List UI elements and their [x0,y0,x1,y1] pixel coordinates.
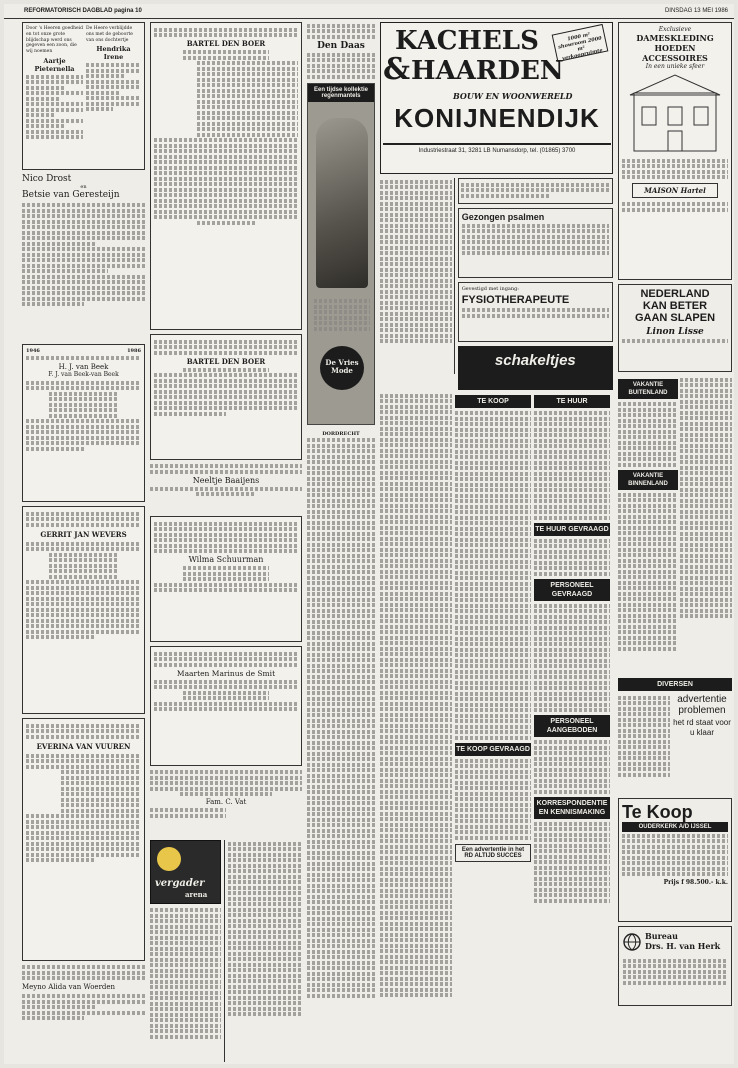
vakantie-right [680,376,732,676]
te-koop-title: Te Koop [622,802,693,822]
birth-notice-box [22,22,145,170]
de-vries-logo: De Vries Mode [320,346,364,390]
classifieds-right [534,392,610,1062]
gezongen-title: Gezongen psalmen [461,212,545,222]
shop-illustration-icon [622,73,728,153]
te-huur-header: TE HUUR [534,395,610,408]
kan-beter-word: KAN BETER [642,300,708,312]
wilma-name: Wilma Schuurman [188,555,264,564]
schakeltjes-banner [458,346,613,390]
diversen-header: DIVERSEN [618,678,732,691]
death-notice-boer-1 [150,22,302,330]
nico-name: Nico Drost [22,174,72,184]
ouderkerk-banner: OUDERKERK A/D IJSSEL [622,822,728,832]
personeel-gevraagd-header: PERSONEEL GEVRAAGD [534,579,610,601]
newspaper-page [4,4,734,1064]
notice1-text: Door 's Heeren goedheid en tot onze grote blijdschap werd ons gegeven een zoon, die wij noemen [26,26,83,55]
anniversary-notice [22,344,145,502]
te-koop-header: TE KOOP [455,395,531,408]
te-koop-prijs: Prijs f 98.500.- k.k. [663,879,728,886]
couple-name-1: H. J. van Beek [58,362,109,371]
notice2-text: De Heere verblijdde ons met de geboorte van ons dochtertje [85,26,133,43]
rd-adverteer-box [458,178,613,204]
model-photo [316,118,368,288]
korrespondentie-header: KORRESPONDENTIE EN KENNISMAKING [534,797,610,819]
church-heading: DORDRECHT [322,430,360,437]
header-left: REFORMATORISCH DAGBLAD pagina 10 [24,8,142,14]
gezongen-psalmen-box [458,208,613,278]
lisse-logo: Linon Lisse [646,327,704,337]
notice1-name: Aartje Pieternella [34,56,75,73]
thanks-baaijens [150,464,302,516]
rainwear-ad [307,83,375,425]
diversen-section [618,694,732,794]
fysio-pre: Gevestigd met ingang: [461,286,519,292]
header-right: DINSDAG 13 MEI 1986 [664,8,728,14]
vergader-logo-icon [157,847,181,871]
neeltje-name: Neeltje Baaijens [192,475,260,485]
vergader-arena-ad [150,840,221,904]
death-notice-wevers [22,506,145,714]
church-services-section [150,840,302,1062]
fysio-title: FYSIOTHERAPEUTE [461,294,570,307]
bouw-woonwereld: BOUW EN WOONWERELD [453,91,573,101]
vakantie-buitenland-header: VAKANTIE BUITENLAND [618,379,678,399]
column-family-notices-1 [22,22,145,1062]
thanks-vat [150,770,302,840]
bureau-title: Bureau [645,931,678,941]
vakantie-left [618,376,678,676]
couple-name-2: F. J. van Beek-van Beek [48,370,119,378]
personeel-aangeboden-header: PERSONEEL AANGEBODEN [534,715,610,737]
column-family-notices-2 [150,22,302,1062]
van-herk-title: Drs. H. van Herk [645,941,721,951]
vergader-title: vergader [155,878,205,889]
nederland-word: NEDERLAND [640,288,710,300]
thanks-notice [22,965,145,1062]
gaan-slapen-word: GAAN SLAPEN [634,312,716,324]
and-word: en [80,184,87,190]
accessoires-title: ACCESSOIRES [642,53,708,63]
slapen-ad [618,284,732,372]
bartel-name-1: BARTEL DEN BOER [186,39,266,48]
den-daas-title: Den Daas [317,40,365,51]
advertentie-word: advertentie problemen [677,694,727,716]
church-services-col4b [380,392,452,1062]
maison-logo: MAISON Hartel [632,183,718,198]
church-services-col4 [380,178,455,374]
kachels-ad [380,22,613,174]
engagement-schuurman [150,516,302,642]
altijd-succes-box: Een advertentie in het RD ALTIJD SUCCES [455,844,531,862]
promo-stack [458,178,613,390]
te-koop-gevraagd-header: TE KOOP GEVRAAGD [455,743,531,756]
column-kachels-schakeltjes [380,22,613,1062]
church-services-left [150,840,221,1062]
column-den-daas [307,22,375,1062]
showroom-badge: 1000 m² showroom 2000 m² verkoopruimte [552,24,609,62]
bartel-name-2: BARTEL DEN BOER [186,356,266,366]
classifieds-grid [380,392,613,1062]
year-1946: 1946 [26,348,40,354]
globe-icon [623,933,641,951]
notice2-name: Hendrika Irene [96,45,131,62]
gerrit-name: GERRIT JAN WEVERS [40,529,127,539]
meyno-name: Meyno Alida van Woerden [22,983,116,991]
kachels-address: Industriestraat 31, 3281 LB Numansdorp, tel. (01865) 3700 [383,143,611,154]
konijnendijk-logo: KONIJNENDIJK [394,103,600,133]
bel-ons: het rd staat voor u klaar [673,718,731,737]
death-notice-vuuren [22,718,145,961]
vakantie-binnenland-header: VAKANTIE BINNENLAND [618,470,678,490]
kachels-word: KACHELS [395,26,539,56]
vakantie-section [618,376,732,676]
familie-vat: Fam. C. Vat [205,798,247,806]
column-right-ads [618,22,732,1062]
death-notice-boer-2 [150,334,302,460]
betsie-name: Betsie van Geresteijn [22,190,120,201]
bureau-van-herk-ad [618,926,732,1006]
engagement-desmit [150,646,302,766]
kollektie-banner: Een tijdse kollektie regenmantels [308,84,374,102]
ampersand: & [383,52,411,87]
everina-name: EVERINA VAN VUUREN [36,741,131,751]
church-and-promo-row [380,178,613,390]
year-1986: 1986 [127,348,141,354]
fysio-box [458,282,613,342]
unieke-sfeer: In een unieke sfeer [645,63,705,70]
dameskleding-title: DAMESKLEDING [636,33,714,43]
hoeden-title: HOEDEN [654,43,696,53]
te-huur-gevraagd-header: TE HUUR GEVRAAGD [534,523,610,536]
dameskleding-ad [618,22,732,280]
advertentie-problemen [672,694,732,794]
haarden-word: HAARDEN [411,56,564,86]
exclusieve-label: Exclusieve [658,26,692,33]
maarten-name: Maarten Marinus de Smit [176,668,276,678]
engagement-notice [22,174,145,344]
page-header [4,4,734,19]
classifieds-left [455,392,531,1062]
arena-title: arena [185,890,208,899]
schakeltjes-title: schakeltjes [494,352,576,369]
church-services-right [224,840,302,1062]
te-koop-ad [618,798,732,922]
